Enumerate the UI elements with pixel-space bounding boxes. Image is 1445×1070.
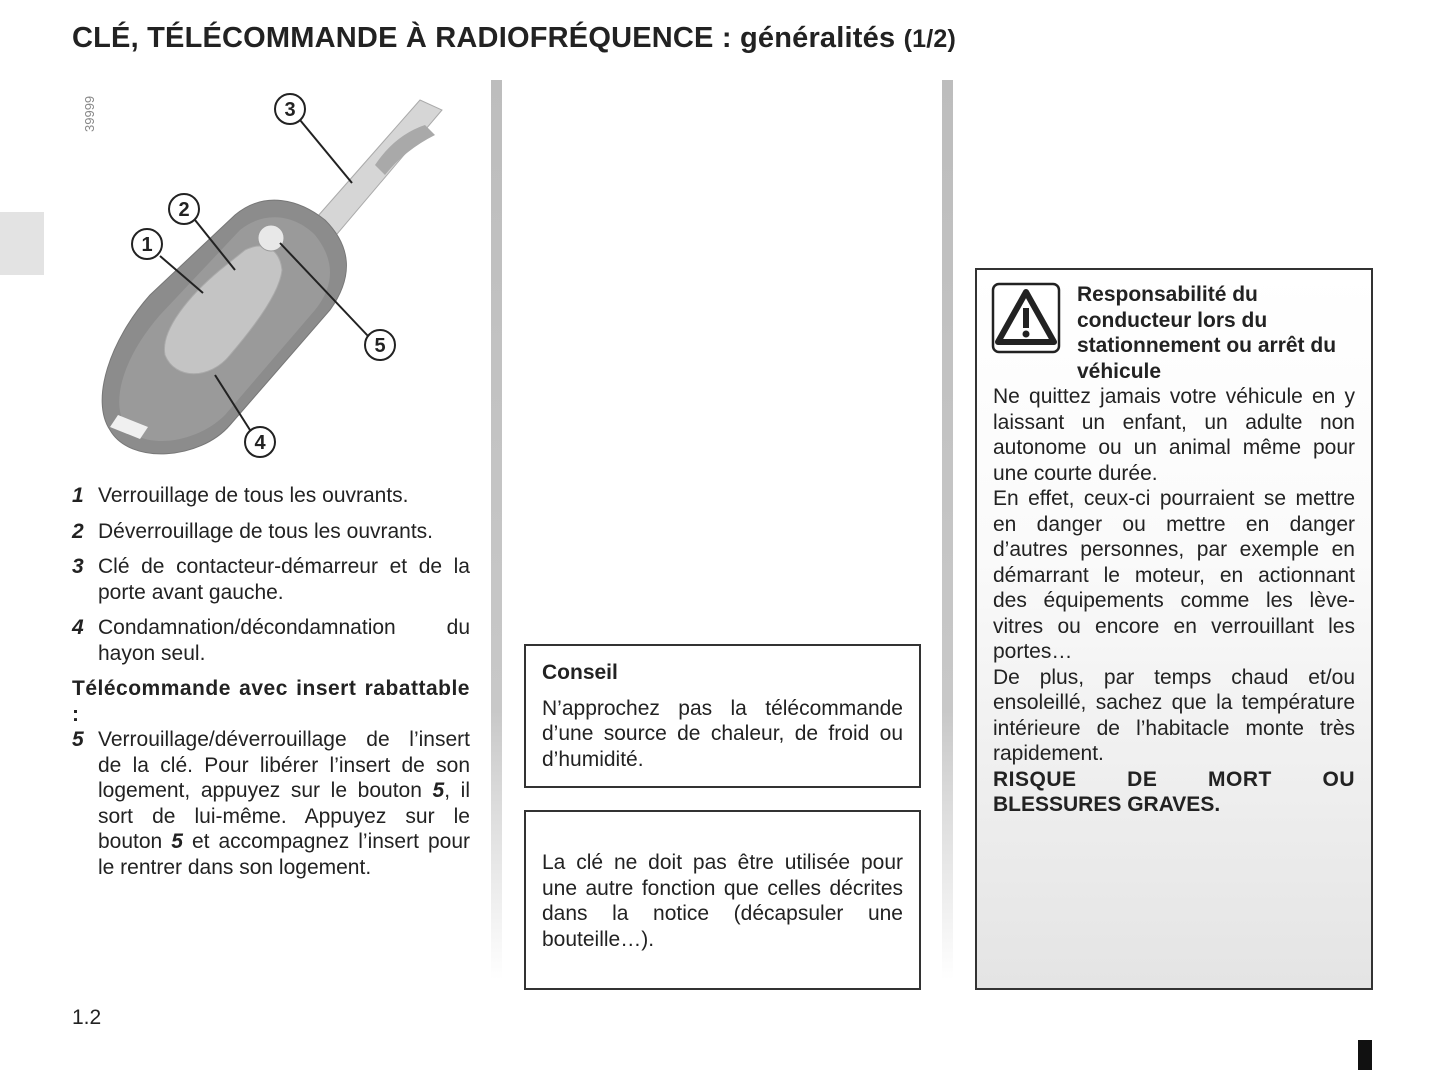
legend-item — [72, 483, 470, 509]
advice-box — [524, 644, 921, 788]
title-part: (1/2) — [903, 25, 956, 53]
callout-5: 5 — [374, 335, 386, 357]
item-ref: 5 — [432, 779, 445, 802]
advice-text: N’approchez pas la télécommande d’une source de chaleur, de froid ou d’humidité. — [542, 696, 903, 771]
section-tab — [0, 212, 44, 275]
warning-paragraph: Ne quittez jamais votre véhicule en y laissant un enfant, un adulte non autonome ou un animal même pour une courte durée. — [993, 385, 1355, 485]
legend-item — [72, 615, 470, 666]
callout-2: 2 — [178, 199, 190, 221]
legend-item — [72, 554, 470, 605]
item-ref: 5 — [171, 830, 183, 853]
key-illustration — [70, 80, 490, 480]
advice-heading: Conseil — [542, 661, 618, 684]
item-number: 1 — [72, 484, 84, 507]
item-text: Verrouillage de tous les ouvrants. — [98, 484, 409, 507]
item-number: 5 — [72, 728, 84, 751]
warning-title: Responsabilité du conducteur lors du stationnement ou arrêt du véhicule — [1077, 283, 1337, 383]
item-text: Verrouillage/déverrouillage de l’insert de la clé. Pour libérer l’insert de son logement, appuyez sur le bouton — [98, 728, 470, 802]
item-text: Clé de contacteur-démarreur et de la porte avant gauche. — [98, 555, 470, 604]
page-marker — [1358, 1040, 1372, 1070]
column-divider — [942, 80, 953, 980]
note-text: La clé ne doit pas être utilisée pour une autre fonction que celles décrites dans la notice (décapsuler une bouteille…). — [542, 851, 903, 951]
item-number: 2 — [72, 519, 84, 543]
page-title — [72, 22, 956, 55]
item-text: Déverrouillage de tous les ouvrants. — [98, 519, 434, 543]
warning-icon — [991, 282, 1061, 354]
callout-1: 1 — [141, 234, 153, 256]
warning-paragraph: En effet, ceux-ci pourraient se mettre en danger ou mettre en danger d’autres personnes, par exemple en démarrant le moteur, en actionnant des équipements comme les lève-vitres ou encore en verrouillant les portes… — [993, 487, 1355, 663]
figure-ref: 39999 — [82, 95, 97, 132]
note-box — [524, 810, 921, 990]
warning-box — [975, 268, 1373, 990]
callout-4: 4 — [254, 432, 266, 454]
item-number: 4 — [72, 616, 84, 639]
item-number: 3 — [72, 555, 84, 578]
legend-item — [72, 519, 470, 545]
warning-risk: BLESSURES GRAVES. — [993, 793, 1221, 816]
title-main: CLÉ, TÉLÉCOMMANDE À RADIOFRÉQUENCE : généralités — [72, 22, 896, 54]
key-legend — [72, 483, 470, 890]
warning-paragraph: De plus, par temps chaud et/ou ensoleillé, sachez que la température intérieure de l’habitacle monte très rapidement. — [993, 665, 1355, 765]
page-number: 1.2 — [72, 1006, 102, 1029]
item-text: Condamnation/décondamnation du hayon seul. — [98, 616, 470, 665]
insert-heading: Télécommande avec insert rabattable : — [72, 677, 470, 726]
warning-risk: RISQUE DE MORT OU — [993, 767, 1355, 791]
item-text: , il sort de lui-même. Appuyez sur le bouton — [98, 779, 470, 853]
callout-3: 3 — [284, 99, 296, 121]
column-divider — [491, 80, 502, 980]
item-text: et accompagnez l’insert pour le rentrer dans son logement. — [98, 830, 470, 879]
legend-item — [72, 727, 470, 880]
